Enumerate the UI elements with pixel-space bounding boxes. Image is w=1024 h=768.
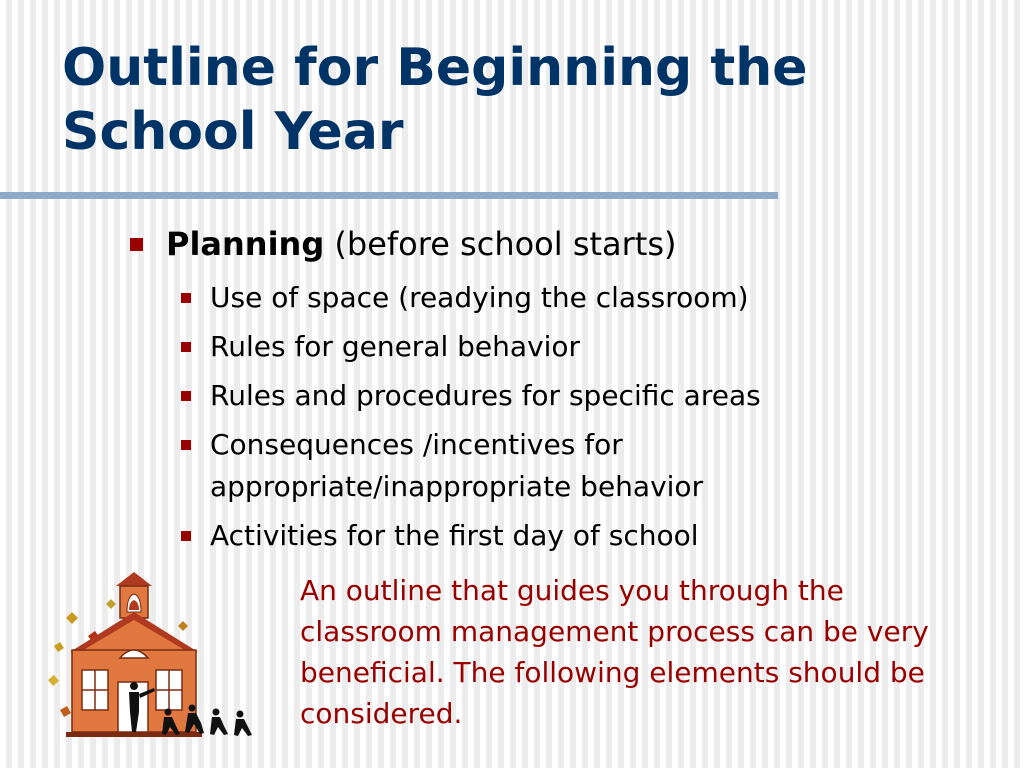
- main-bullet: [130, 222, 677, 266]
- slide-title: Outline for Beginning the School Year: [62, 38, 808, 162]
- sub-bullet-text: Use of space (readying the classroom): [210, 281, 749, 314]
- sub-bullet-item: [180, 375, 900, 417]
- bullet-square-icon: [181, 440, 191, 450]
- sub-bullet-text: Rules and procedures for specific areas: [210, 379, 761, 412]
- main-bullet-text: [166, 225, 677, 263]
- sub-bullet-text: Rules for general behavior: [210, 330, 581, 363]
- sub-bullet-item: [180, 326, 900, 368]
- title-divider: [0, 192, 778, 199]
- main-bullet-rest: (before school starts): [334, 225, 677, 263]
- bullet-square-icon: [181, 391, 191, 401]
- sub-bullet-list: [180, 277, 900, 564]
- note-paragraph: An outline that guides you through the classroom management process can be very beneficial. The following elements should be considered.: [300, 574, 929, 730]
- bullet-square-icon: [130, 238, 143, 251]
- sub-bullet-text: Consequences /incentives for appropriate/inappropriate behavior: [210, 428, 704, 503]
- sub-bullet-item: [180, 277, 900, 319]
- sub-bullet-item: [180, 424, 900, 508]
- sub-bullet-text: Activities for the first day of school: [210, 519, 699, 552]
- bullet-square-icon: [181, 342, 191, 352]
- main-bullet-bold: Planning: [166, 225, 325, 263]
- sub-bullet-item: [180, 515, 900, 557]
- bullet-square-icon: [181, 293, 191, 303]
- bullet-square-icon: [181, 531, 191, 541]
- schoolhouse-with-children-icon: [36, 566, 266, 746]
